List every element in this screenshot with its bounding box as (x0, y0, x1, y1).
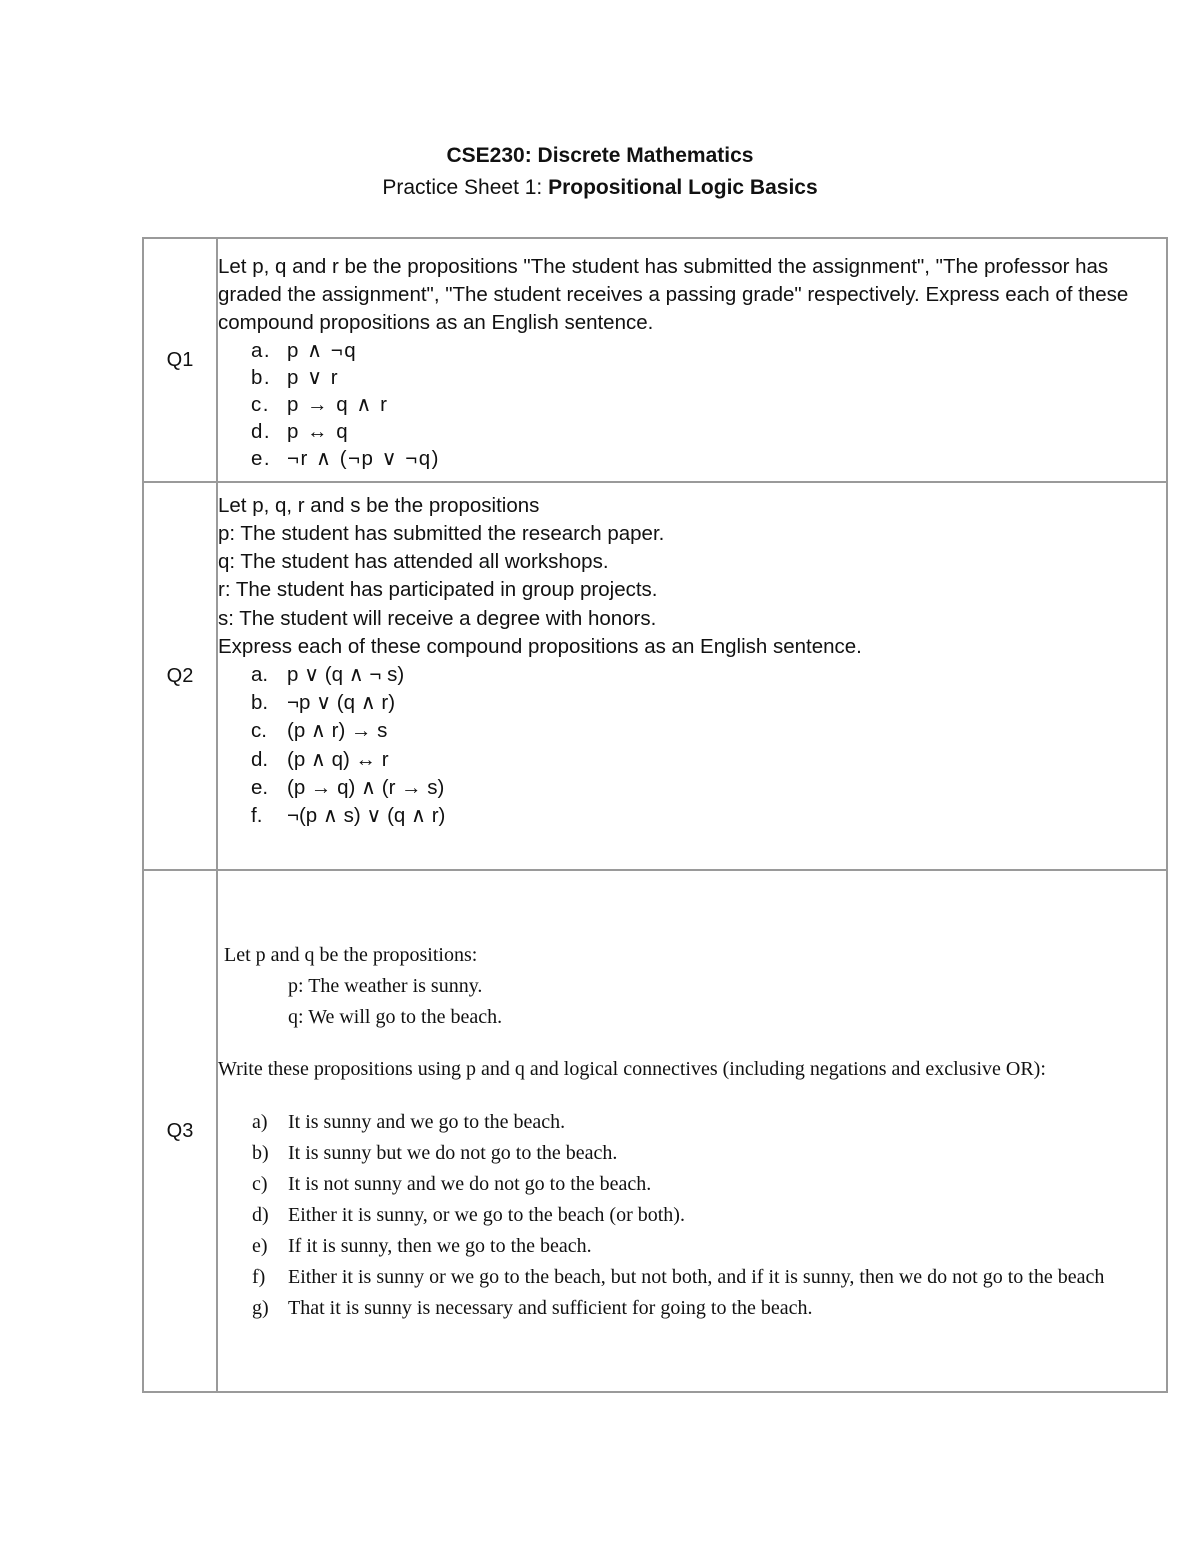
list-item (251, 717, 1166, 745)
item-formula: ¬r ∧ (¬p ∨ ¬q) (287, 446, 440, 470)
subtitle-prefix: Practice Sheet 1: (382, 176, 549, 199)
proposition-definition: q: The student has attended all workshops. (218, 550, 609, 574)
question-row-q2 (143, 482, 1167, 870)
item-letter: d) (252, 1204, 269, 1226)
question-body-q3 (217, 870, 1167, 1392)
item-sentence: It is sunny and we go to the beach. (288, 1111, 566, 1133)
list-item (251, 445, 1166, 472)
item-letter: d. (251, 419, 272, 443)
subquestion-list (218, 661, 1166, 830)
item-letter: c) (252, 1173, 268, 1195)
list-item (251, 418, 1166, 445)
item-letter: f) (252, 1266, 266, 1288)
item-sentence: Either it is sunny, or we go to the beach (or both). (288, 1204, 685, 1226)
list-item (252, 1231, 1166, 1262)
list-item (252, 1200, 1166, 1231)
list-item (252, 1293, 1166, 1324)
question-label: Q1 (143, 238, 217, 482)
item-formula: p ↔ q (287, 419, 350, 443)
question-label: Q2 (143, 482, 217, 870)
item-formula: ¬(p ∧ s) ∨ (q ∧ r) (287, 804, 446, 828)
question-instruction: Write these propositions using p and q and logical connectives (including negations and exclusive OR): (218, 1058, 1046, 1080)
list-item (251, 337, 1166, 364)
item-formula: p ∨ (q ∧ ¬ s) (287, 663, 405, 686)
item-letter: b) (252, 1142, 269, 1164)
list-item (252, 1169, 1166, 1200)
list-item (251, 364, 1166, 391)
subquestion-list (218, 337, 1166, 472)
list-item (251, 391, 1166, 418)
item-letter: a) (252, 1111, 268, 1133)
questions-table (142, 237, 1168, 1393)
item-sentence: It is not sunny and we do not go to the beach. (288, 1173, 652, 1195)
question-intro: Let p, q and r be the propositions "The student has submitted the assignment", "The professor has graded the assignment", "The student receives a passing grade" respectively. Express each of these compound propositions as an English sentence. (218, 254, 1129, 334)
list-item (252, 1138, 1166, 1169)
proposition-definition: p: The student has submitted the research paper. (218, 521, 665, 545)
question-body-q1 (217, 238, 1167, 482)
proposition-definition: q: We will go to the beach. (288, 1006, 503, 1028)
item-letter: e) (252, 1235, 268, 1257)
list-item (251, 802, 1166, 830)
item-letter: d. (251, 747, 269, 771)
item-formula: (p → q) ∧ (r → s) (287, 775, 445, 799)
list-item (252, 1262, 1166, 1293)
list-item (251, 774, 1166, 802)
item-formula: (p ∧ r) → s (287, 719, 388, 743)
question-instruction: Express each of these compound propositions as an English sentence. (218, 634, 862, 658)
item-formula: ¬p ∨ (q ∧ r) (287, 691, 396, 715)
list-item (251, 661, 1166, 689)
question-label: Q3 (143, 870, 217, 1392)
list-item (251, 689, 1166, 717)
item-formula: p ∨ r (287, 365, 340, 389)
list-item (251, 746, 1166, 774)
list-item (252, 1107, 1166, 1138)
item-letter: a. (251, 338, 272, 362)
item-letter: e. (251, 446, 272, 470)
item-letter: c. (251, 392, 270, 416)
item-letter: b. (251, 691, 269, 715)
question-row-q3 (143, 870, 1167, 1392)
item-formula: (p ∧ q) ↔ r (287, 747, 389, 771)
question-intro: Let p, q, r and s be the propositions (218, 493, 540, 517)
question-intro: Let p and q be the propositions: (224, 944, 478, 966)
item-sentence: If it is sunny, then we go to the beach. (288, 1235, 592, 1257)
proposition-definition: p: The weather is sunny. (288, 975, 483, 997)
subtitle-topic: Propositional Logic Basics (548, 176, 818, 199)
item-letter: e. (251, 775, 269, 799)
item-letter: b. (251, 365, 272, 389)
question-row-q1 (143, 238, 1167, 482)
item-formula: p ∧ ¬q (287, 338, 358, 362)
proposition-definition: s: The student will receive a degree with honors. (218, 606, 657, 630)
item-letter: f. (251, 804, 263, 828)
question-body-q2 (217, 482, 1167, 870)
item-sentence: That it is sunny is necessary and sufficient for going to the beach. (288, 1297, 813, 1319)
item-letter: a. (251, 663, 269, 686)
item-letter: c. (251, 719, 267, 743)
item-letter: g) (252, 1297, 269, 1319)
document-title: CSE230: Discrete Mathematics (446, 144, 754, 167)
document-subtitle (0, 174, 1200, 202)
subquestion-list (218, 1107, 1166, 1324)
item-sentence: Either it is sunny or we go to the beach, but not both, and if it is sunny, then we do not go to the beach (288, 1266, 1105, 1288)
item-formula: p → q ∧ r (287, 392, 389, 416)
item-sentence: It is sunny but we do not go to the beach. (288, 1142, 618, 1164)
proposition-definition: r: The student has participated in group projects. (218, 578, 658, 602)
